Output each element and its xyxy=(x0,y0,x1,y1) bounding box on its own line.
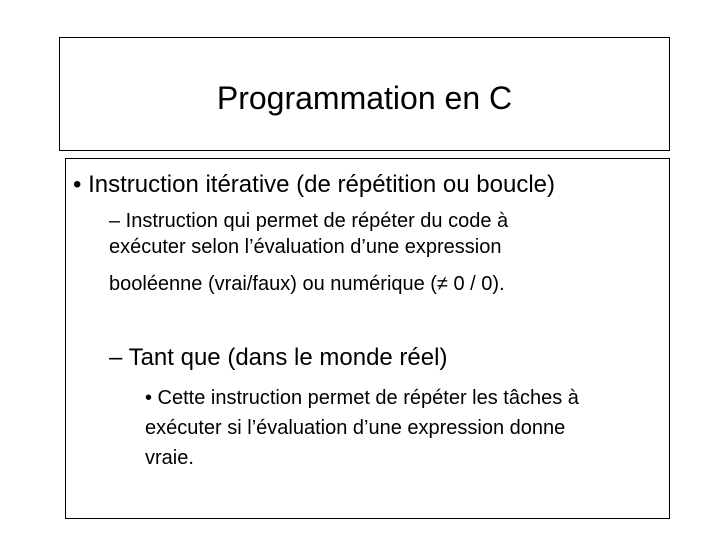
sub-bullet-line-2: exécuter si l’évaluation d’une expression donne xyxy=(145,417,566,439)
sub-bullet-line-3: vraie. xyxy=(145,447,194,469)
definition-line-3: booléenne (vrai/faux) ou numérique (≠ 0 / 0). xyxy=(109,273,505,295)
slide-title: Programmation en C xyxy=(216,80,513,116)
definition-line-2: exécuter selon l’évaluation d’une expression xyxy=(109,236,502,258)
title-box xyxy=(59,37,670,151)
definition-line-1: – Instruction qui permet de répéter du code à xyxy=(109,210,509,232)
bullet-level1: • Instruction itérative (de répétition ou boucle) xyxy=(73,171,555,198)
bullet-tant-que: – Tant que (dans le monde réel) xyxy=(109,344,448,371)
sub-bullet-line-1: • Cette instruction permet de répéter les tâches à xyxy=(145,387,579,409)
